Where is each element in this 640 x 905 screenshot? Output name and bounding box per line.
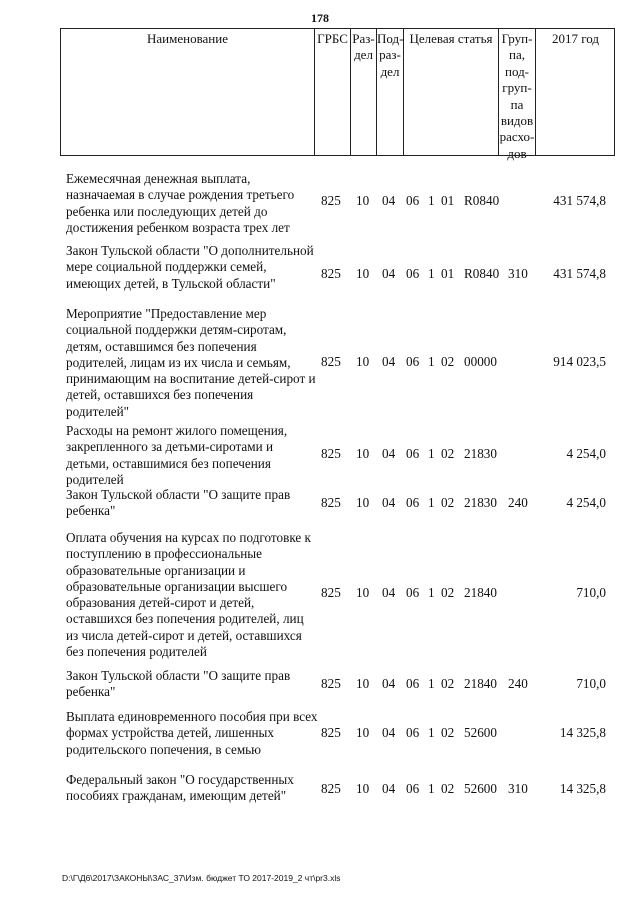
row-article-subprogram: 1 [428, 676, 435, 691]
row-sum: 4 254,0 [566, 495, 606, 510]
row-article-measure: 02 [441, 585, 455, 600]
row-article-code: 52600 [464, 725, 497, 740]
row-name: Оплата обучения на курсах по подготовке к поступлению в профессиональные образовательные организации и образовательные организации высшего образования детей-сирот и детей, оставшихся без попечения родителей, лиц из числа детей-сирот и детей, оставшихся без попечения родителей [66, 530, 311, 660]
row-article-code: R0840 [464, 266, 500, 281]
row-sum: 431 574,8 [553, 266, 606, 281]
row-sum: 4 254,0 [566, 446, 606, 461]
row-article-code: 52600 [464, 781, 497, 796]
row-article-program: 06 [406, 193, 420, 208]
row-razdel: 10 [356, 354, 370, 369]
row-article-program: 06 [406, 446, 420, 461]
page-number: 178 [311, 11, 329, 25]
row-razdel: 10 [356, 495, 370, 510]
row-grbs: 825 [321, 676, 341, 691]
row-sum: 14 325,8 [559, 725, 606, 740]
row-article-program: 06 [406, 495, 420, 510]
row-article-program: 06 [406, 676, 420, 691]
row-expense-group: 310 [508, 781, 528, 796]
row-article-subprogram: 1 [428, 781, 435, 796]
row-article-subprogram: 1 [428, 495, 435, 510]
row-article-measure: 02 [441, 676, 455, 691]
row-name: Федеральный закон "О государственных пособиях гражданам, имеющим детей" [66, 772, 294, 804]
row-sum: 14 325,8 [559, 781, 606, 796]
row-article-program: 06 [406, 354, 420, 369]
row-podrazdel: 04 [382, 193, 396, 208]
row-podrazdel: 04 [382, 354, 396, 369]
header-target-article: Целевая статья [403, 29, 498, 155]
row-razdel: 10 [356, 676, 370, 691]
row-grbs: 825 [321, 193, 341, 208]
row-podrazdel: 04 [382, 781, 396, 796]
header-grbs: ГРБС [314, 29, 350, 155]
row-article-measure: 02 [441, 446, 455, 461]
row-sum: 710,0 [576, 585, 606, 600]
header-expense-group: Груп- па, под- груп- па видов расхо- дов [499, 31, 535, 161]
row-grbs: 825 [321, 781, 341, 796]
row-article-program: 06 [406, 725, 420, 740]
row-article-measure: 01 [441, 193, 455, 208]
row-article-code: 21830 [464, 446, 497, 461]
row-sum: 710,0 [576, 676, 606, 691]
row-article-measure: 02 [441, 495, 455, 510]
row-grbs: 825 [321, 585, 341, 600]
row-article-subprogram: 1 [428, 354, 435, 369]
row-article-code: 00000 [464, 354, 497, 369]
row-sum: 914 023,5 [553, 354, 606, 369]
row-article-subprogram: 1 [428, 585, 435, 600]
row-razdel: 10 [356, 585, 370, 600]
row-grbs: 825 [321, 354, 341, 369]
row-article-subprogram: 1 [428, 193, 435, 208]
file-path-footer: D:\Г\Д6\2017\ЗАКОНЫ\ЗАС_37\Изм. бюджет ТО 2017-2019_2 чт\pr3.xls [62, 873, 341, 883]
row-podrazdel: 04 [382, 495, 396, 510]
row-article-program: 06 [406, 266, 420, 281]
header-year: 2017 год [535, 29, 615, 155]
row-expense-group: 310 [508, 266, 528, 281]
row-name: Выплата единовременного пособия при всех формах устройства детей, лишенных родительского попечения, в семью [66, 709, 318, 757]
row-grbs: 825 [321, 495, 341, 510]
row-razdel: 10 [356, 725, 370, 740]
row-article-code: 21840 [464, 585, 497, 600]
row-razdel: 10 [356, 266, 370, 281]
row-grbs: 825 [321, 446, 341, 461]
row-podrazdel: 04 [382, 585, 396, 600]
row-name: Ежемесячная денежная выплата, назначаемая в случае рождения третьего ребенка или последующих детей до достижения ребенком возраста трех лет [66, 171, 295, 235]
row-name: Закон Тульской области "О защите прав ребенка" [66, 487, 291, 519]
row-article-code: 21840 [464, 676, 497, 691]
row-podrazdel: 04 [382, 446, 396, 461]
row-grbs: 825 [321, 266, 341, 281]
row-podrazdel: 04 [382, 676, 396, 691]
row-razdel: 10 [356, 193, 370, 208]
row-podrazdel: 04 [382, 725, 396, 740]
row-article-measure: 01 [441, 266, 455, 281]
row-article-code: 21830 [464, 495, 497, 510]
row-name: Мероприятие "Предоставление мер социальной поддержки детям-сиротам, детям, оставшимся без попечения родителей, лицам из их числа и семьям, принимающим на воспитание детей-сирот и детей, оставшихся без попечения родителей" [66, 306, 316, 419]
row-razdel: 10 [356, 446, 370, 461]
row-article-measure: 02 [441, 725, 455, 740]
row-article-program: 06 [406, 781, 420, 796]
row-name: Закон Тульской области "О дополнительной мере социальной поддержки семей, имеющих детей, в Тульской области" [66, 243, 314, 291]
table-header [60, 28, 615, 161]
row-article-measure: 02 [441, 781, 455, 796]
row-razdel: 10 [356, 781, 370, 796]
row-article-subprogram: 1 [428, 446, 435, 461]
row-expense-group: 240 [508, 676, 528, 691]
row-article-code: R0840 [464, 193, 500, 208]
row-grbs: 825 [321, 725, 341, 740]
row-article-subprogram: 1 [428, 266, 435, 281]
row-article-program: 06 [406, 585, 420, 600]
row-sum: 431 574,8 [553, 193, 606, 208]
row-article-subprogram: 1 [428, 725, 435, 740]
row-article-measure: 02 [441, 354, 455, 369]
row-expense-group: 240 [508, 495, 528, 510]
row-podrazdel: 04 [382, 266, 396, 281]
header-razdel: Раз- дел [350, 29, 376, 155]
header-podrazdel: Под- раз- дел [376, 29, 403, 155]
header-name: Наименование [147, 31, 228, 46]
row-name: Закон Тульской области "О защите прав ребенка" [66, 668, 291, 700]
row-name: Расходы на ремонт жилого помещения, закрепленного за детьми-сиротами и детьми, оставшимися без попечения родителей [66, 423, 288, 487]
